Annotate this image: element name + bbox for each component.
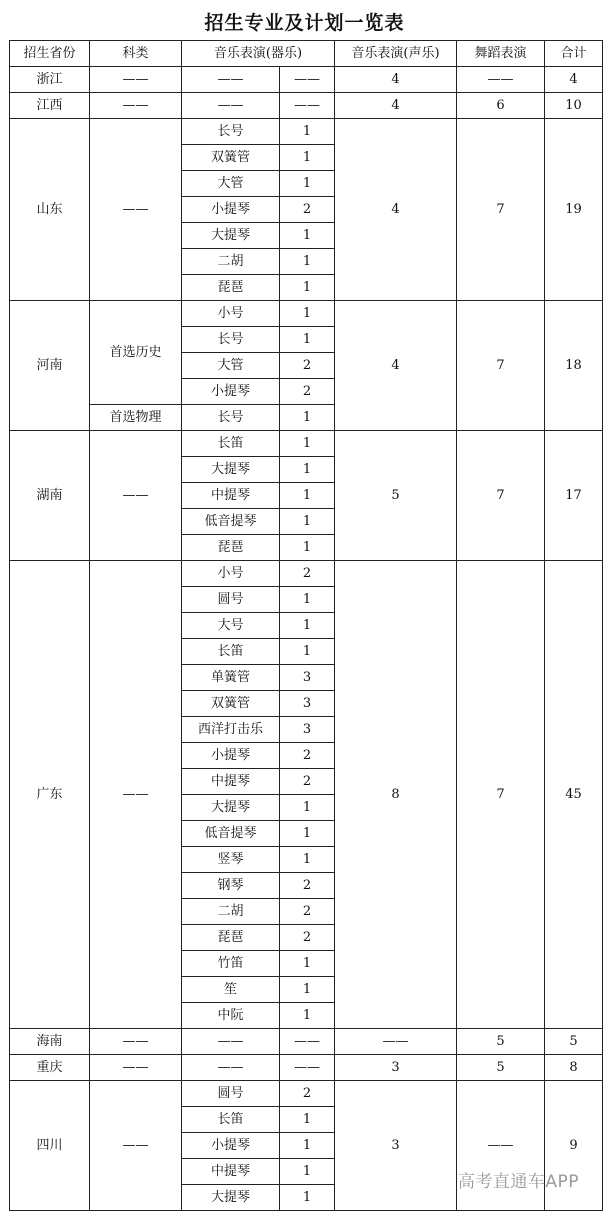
dance-cell: —— — [457, 67, 545, 93]
header-total: 合计 — [545, 41, 603, 67]
vocal-cell: 4 — [335, 119, 457, 301]
instrument-cell: 大提琴 — [182, 223, 280, 249]
table-row — [10, 431, 603, 457]
instrument-cell: 长号 — [182, 119, 280, 145]
instrument-count-cell: 1 — [280, 1107, 335, 1133]
instrument-cell: 竹笛 — [182, 951, 280, 977]
enrollment-plan-table — [9, 40, 603, 1211]
table-title: 招生专业及计划一览表 — [204, 12, 405, 34]
instrument-cell: 小号 — [182, 301, 280, 327]
instrument-count-cell: 2 — [280, 873, 335, 899]
instrument-count-cell: 2 — [280, 899, 335, 925]
instrument-cell: 长笛 — [182, 1107, 280, 1133]
instrument-count-cell: 1 — [280, 223, 335, 249]
vocal-cell: 4 — [335, 67, 457, 93]
category-cell: —— — [90, 67, 182, 93]
instrument-count-cell: 1 — [280, 587, 335, 613]
instrument-count-cell: 1 — [280, 639, 335, 665]
province-cell: 湖南 — [10, 431, 90, 561]
instrument-count-cell: 1 — [280, 249, 335, 275]
watermark-text: 高考直通车APP — [457, 1172, 579, 1192]
instrument-cell: 长笛 — [182, 431, 280, 457]
instrument-count-cell: 1 — [280, 1185, 335, 1211]
instrument-cell: 小号 — [182, 561, 280, 587]
instrument-count-cell: 1 — [280, 145, 335, 171]
category-cell: —— — [90, 431, 182, 561]
instrument-cell: 低音提琴 — [182, 821, 280, 847]
table-row — [10, 561, 603, 587]
province-cell: 浙江 — [10, 67, 90, 93]
table-row — [10, 1029, 603, 1055]
total-cell: 4 — [545, 67, 603, 93]
instrument-cell: 单簧管 — [182, 665, 280, 691]
table-row — [10, 93, 603, 119]
instrument-count-cell: 1 — [280, 1133, 335, 1159]
instrument-count-cell: 2 — [280, 561, 335, 587]
instrument-count-cell: 3 — [280, 717, 335, 743]
header-province: 招生省份 — [10, 41, 90, 67]
instrument-cell: —— — [182, 67, 280, 93]
category-cell: —— — [90, 119, 182, 301]
instrument-cell: 小提琴 — [182, 1133, 280, 1159]
province-cell: 江西 — [10, 93, 90, 119]
instrument-count-cell: 1 — [280, 509, 335, 535]
instrument-cell: 双簧管 — [182, 691, 280, 717]
total-cell: 18 — [545, 301, 603, 431]
instrument-count-cell: 2 — [280, 769, 335, 795]
instrument-cell: 中阮 — [182, 1003, 280, 1029]
instrument-cell: 中提琴 — [182, 483, 280, 509]
instrument-count-cell: —— — [280, 93, 335, 119]
vocal-cell: 3 — [335, 1055, 457, 1081]
instrument-count-cell: 1 — [280, 119, 335, 145]
instrument-count-cell: 2 — [280, 743, 335, 769]
header-vocal: 音乐表演(声乐) — [335, 41, 457, 67]
instrument-count-cell: 3 — [280, 691, 335, 717]
vocal-cell: 4 — [335, 301, 457, 431]
instrument-cell: —— — [182, 1055, 280, 1081]
dance-cell: 7 — [457, 119, 545, 301]
vocal-cell: 8 — [335, 561, 457, 1029]
province-cell: 河南 — [10, 301, 90, 431]
dance-cell: —— — [457, 1081, 545, 1211]
instrument-cell: 西洋打击乐 — [182, 717, 280, 743]
instrument-cell: 小提琴 — [182, 743, 280, 769]
dance-cell: 7 — [457, 561, 545, 1029]
instrument-count-cell: 3 — [280, 665, 335, 691]
instrument-count-cell: 1 — [280, 977, 335, 1003]
instrument-count-cell: 2 — [280, 925, 335, 951]
dance-cell: 7 — [457, 301, 545, 431]
instrument-cell: 小提琴 — [182, 379, 280, 405]
instrument-cell: 圆号 — [182, 1081, 280, 1107]
instrument-count-cell: —— — [280, 67, 335, 93]
instrument-cell: 小提琴 — [182, 197, 280, 223]
table-row — [10, 1081, 603, 1107]
instrument-count-cell: 1 — [280, 795, 335, 821]
instrument-count-cell: 1 — [280, 821, 335, 847]
instrument-count-cell: 2 — [280, 1081, 335, 1107]
province-cell: 山东 — [10, 119, 90, 301]
header-category: 科类 — [90, 41, 182, 67]
province-cell: 四川 — [10, 1081, 90, 1211]
instrument-cell: 大号 — [182, 613, 280, 639]
header-instrumental: 音乐表演(器乐) — [182, 41, 335, 67]
header-row — [10, 41, 603, 67]
instrument-count-cell: 1 — [280, 1159, 335, 1185]
instrument-count-cell: —— — [280, 1055, 335, 1081]
instrument-cell: 笙 — [182, 977, 280, 1003]
dance-cell: 6 — [457, 93, 545, 119]
instrument-cell: 大提琴 — [182, 1185, 280, 1211]
category-cell: —— — [90, 1055, 182, 1081]
table-row — [10, 119, 603, 145]
instrument-cell: 大提琴 — [182, 457, 280, 483]
instrument-cell: 竖琴 — [182, 847, 280, 873]
dance-cell: 5 — [457, 1029, 545, 1055]
province-cell: 海南 — [10, 1029, 90, 1055]
total-cell: 8 — [545, 1055, 603, 1081]
province-cell: 广东 — [10, 561, 90, 1029]
table-row — [10, 301, 603, 327]
instrument-cell: 长笛 — [182, 639, 280, 665]
vocal-cell: 5 — [335, 431, 457, 561]
province-cell: 重庆 — [10, 1055, 90, 1081]
total-cell: 45 — [545, 561, 603, 1029]
instrument-cell: 低音提琴 — [182, 509, 280, 535]
instrument-cell: 中提琴 — [182, 769, 280, 795]
instrument-count-cell: 1 — [280, 457, 335, 483]
instrument-cell: 长号 — [182, 327, 280, 353]
instrument-count-cell: 1 — [280, 613, 335, 639]
instrument-cell: 二胡 — [182, 249, 280, 275]
instrument-cell: 二胡 — [182, 899, 280, 925]
dance-cell: 7 — [457, 431, 545, 561]
category-cell: —— — [90, 561, 182, 1029]
instrument-cell: 圆号 — [182, 587, 280, 613]
instrument-cell: —— — [182, 1029, 280, 1055]
vocal-cell: 4 — [335, 93, 457, 119]
instrument-cell: 长号 — [182, 405, 280, 431]
instrument-cell: 琵琶 — [182, 925, 280, 951]
total-cell: 10 — [545, 93, 603, 119]
instrument-count-cell: —— — [280, 1029, 335, 1055]
instrument-count-cell: 1 — [280, 301, 335, 327]
instrument-count-cell: 1 — [280, 275, 335, 301]
instrument-count-cell: 2 — [280, 353, 335, 379]
instrument-cell: 琵琶 — [182, 535, 280, 561]
instrument-count-cell: 1 — [280, 327, 335, 353]
instrument-count-cell: 1 — [280, 1003, 335, 1029]
header-dance: 舞蹈表演 — [457, 41, 545, 67]
instrument-count-cell: 1 — [280, 847, 335, 873]
table-row — [10, 67, 603, 93]
category-cell: 首选物理 — [90, 405, 182, 431]
category-cell: —— — [90, 1081, 182, 1211]
vocal-cell: —— — [335, 1029, 457, 1055]
instrument-count-cell: 1 — [280, 535, 335, 561]
category-cell: —— — [90, 93, 182, 119]
category-cell: 首选历史 — [90, 301, 182, 405]
table-row — [10, 1055, 603, 1081]
instrument-cell: 大管 — [182, 171, 280, 197]
instrument-count-cell: 2 — [280, 197, 335, 223]
total-cell: 17 — [545, 431, 603, 561]
total-cell: 9 — [545, 1081, 603, 1211]
instrument-cell: 大提琴 — [182, 795, 280, 821]
total-cell: 19 — [545, 119, 603, 301]
dance-cell: 5 — [457, 1055, 545, 1081]
vocal-cell: 3 — [335, 1081, 457, 1211]
category-cell: —— — [90, 1029, 182, 1055]
instrument-cell: 双簧管 — [182, 145, 280, 171]
instrument-cell: 中提琴 — [182, 1159, 280, 1185]
instrument-count-cell: 1 — [280, 431, 335, 457]
instrument-cell: —— — [182, 93, 280, 119]
instrument-count-cell: 2 — [280, 379, 335, 405]
instrument-cell: 钢琴 — [182, 873, 280, 899]
instrument-count-cell: 1 — [280, 405, 335, 431]
instrument-cell: 大管 — [182, 353, 280, 379]
instrument-count-cell: 1 — [280, 483, 335, 509]
instrument-count-cell: 1 — [280, 171, 335, 197]
total-cell: 5 — [545, 1029, 603, 1055]
instrument-count-cell: 1 — [280, 951, 335, 977]
instrument-cell: 琵琶 — [182, 275, 280, 301]
